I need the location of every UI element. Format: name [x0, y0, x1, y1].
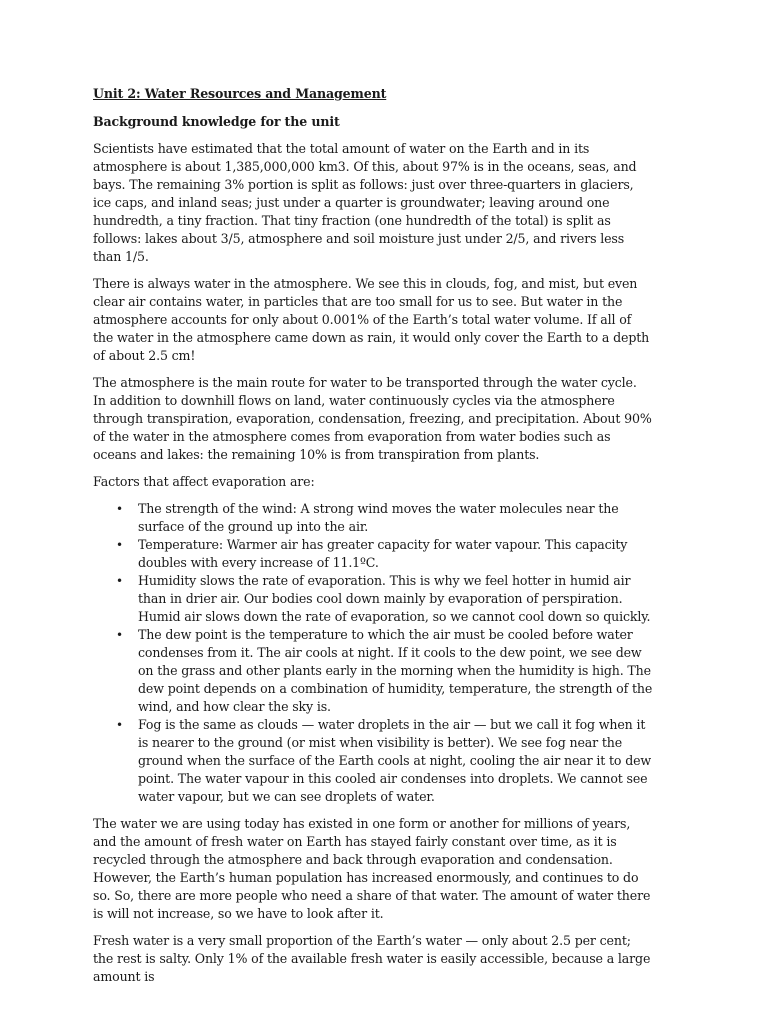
evaporation-factors-list [93, 500, 653, 806]
list-item-text: Fog is the same as clouds — water droplets in the air — but we call it fog when it is nearer to the ground (or mist when visibility is better). We see fog near the ground when the surface of the Earth cools at night, cooling the air near it to dew point. The water vapour in this cooled air condenses into droplets. We cannot see water vapour, but we can see droplets of water. [138, 717, 652, 804]
bullet-icon: • [116, 502, 123, 516]
bullet-icon: • [116, 538, 123, 552]
bullet-icon: • [116, 718, 123, 732]
document-page [93, 84, 653, 995]
paragraph-water-cycle: The atmosphere is the main route for water to be transported through the water cycle. In addition to downhill flows on land, water continuously cycles via the atmosphere through transpiration, evaporation, condensation, freezing, and precipitation. About 90% of the water in the atmosphere comes from evaporation from water bodies such as oceans and lakes: the remaining 10% is from transpiration from plants. [93, 375, 652, 462]
paragraph-atmosphere-water: There is always water in the atmosphere. We see this in clouds, fog, and mist, but even clear air contains water, in particles that are too small for us to see. But water in the atmosphere accounts for only about 0.001% of the Earth’s total water volume. If all of the water in the atmosphere came down as rain, it would only cover the Earth to a depth of about 2.5 cm! [93, 276, 650, 363]
list-item [93, 716, 653, 806]
bullet-icon: • [116, 574, 123, 588]
list-item [93, 626, 653, 716]
bullet-icon: • [116, 628, 123, 642]
paragraph-water-total: Scientists have estimated that the total amount of water on the Earth and in its atmosphere is about 1,385,000,000 km3. Of this, about 97% is in the oceans, seas, and bays. The remaining 3% portion is split as follows: just over three-quarters in glaciers, ice caps, and inland seas; just under a quarter is groundwater; leaving around one hundredth, a tiny fraction. That tiny fraction (one hundredth of the total) is split as follows: lakes about 3/5, atmosphere and soil moisture just under 2/5, and rivers less than 1/5. [93, 141, 637, 264]
paragraph-fresh-water-proportion: Fresh water is a very small proportion of the Earth’s water — only about 2.5 per cent; the rest is salty. Only 1% of the available fresh water is easily accessible, because a large amount is [93, 933, 651, 984]
list-item-text: The dew point is the temperature to which the air must be cooled before water condenses from it. The air cools at night. If it cools to the dew point, we see dew on the grass and other plants early in the morning when the humidity is high. The dew point depends on a combination of humidity, temperature, the strength of the wind, and how clear the sky is. [138, 627, 653, 714]
document-subtitle: Background knowledge for the unit [93, 114, 340, 129]
paragraph-factors-intro: Factors that affect evaporation are: [93, 474, 315, 489]
paragraph-fresh-water-constant: The water we are using today has existed in one form or another for millions of years, and the amount of fresh water on Earth has stayed fairly constant over time, as it is recycled through the atmosphere and back through evaporation and condensation. However, the Earth’s human population has increased enormously, and continues to do so. So, there are more people who need a share of that water. The amount of water there is will not increase, so we have to look after it. [93, 816, 651, 921]
list-item-text: The strength of the wind: A strong wind moves the water molecules near the surface of the ground up into the air. [138, 501, 619, 534]
document-title: Unit 2: Water Resources and Management [93, 86, 387, 101]
list-item-text: Humidity slows the rate of evaporation. This is why we feel hotter in humid air than in drier air. Our bodies cool down mainly by evaporation of perspiration. Humid air slows down the rate of evaporation, so we cannot cool down so quickly. [138, 573, 651, 624]
list-item-text: Temperature: Warmer air has greater capacity for water vapour. This capacity doubles with every increase of 11.1ºC. [138, 537, 628, 570]
list-item [93, 572, 653, 626]
list-item [93, 500, 653, 536]
list-item [93, 536, 653, 572]
